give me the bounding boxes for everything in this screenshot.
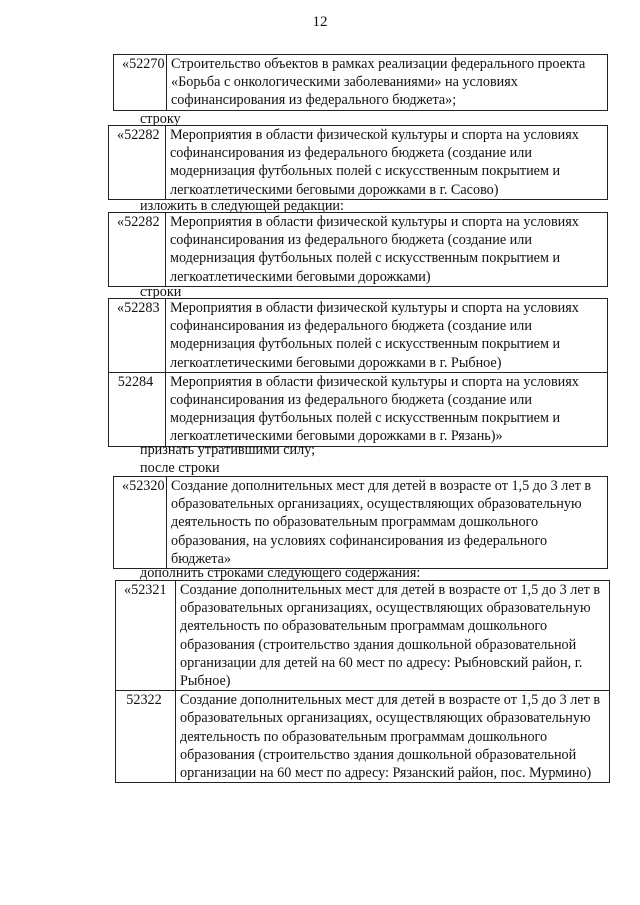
- row-text: Мероприятия в области физической культуры и спорта на условиях софинансирования из федерального бюджета (создание или модернизация футбольных полей с искусственным покрытием и легкоатлетическими беговыми дорожками): [166, 213, 608, 287]
- row-text: Мероприятия в области физической культуры и спорта на условиях софинансирования из федерального бюджета (создание или модернизация футбольных полей с искусственным покрытием и легкоатлетическими беговыми дорожками в г. Рыбное): [166, 299, 608, 373]
- instruction-line: строки: [140, 284, 182, 300]
- table-row: [116, 691, 610, 783]
- amendment-table-52282-old: [108, 125, 608, 200]
- row-text: Создание дополнительных мест для детей в возрасте от 1,5 до 3 лет в образовательных организациях, осуществляющих образовательную деятельность по образовательным программам дошкольного образования (строительство здания дошкольной образовательной организации на 60 мест по адресу: Рязанский район, пос. Мурмино): [176, 691, 610, 783]
- amendment-table-52282-new: [108, 212, 608, 287]
- row-text: Мероприятия в области физической культуры и спорта на условиях софинансирования из федерального бюджета (создание или модернизация футбольных полей с искусственным покрытием и легкоатлетическими беговыми дорожками в г. Сасово): [166, 126, 608, 200]
- instruction-line: строку: [140, 111, 181, 127]
- table-row: [109, 372, 608, 446]
- table-row: [114, 55, 608, 111]
- row-code: «52270: [114, 55, 167, 111]
- row-text: Создание дополнительных мест для детей в возрасте от 1,5 до 3 лет в образовательных организациях, осуществляющих образовательную деятельность по образовательным программам дошкольного образования (строительство здания дошкольной образовательной организации для детей на 60 мест по адресу: Рыбновский район, г. Рыбное): [176, 581, 610, 691]
- amendment-table-52283-52284: [108, 298, 608, 447]
- table-row: [109, 213, 608, 287]
- table-row: [116, 581, 610, 691]
- amendment-table-52321-52322: [115, 580, 610, 783]
- table-row: [109, 126, 608, 200]
- page-number: 12: [312, 14, 328, 30]
- row-code: «52320: [114, 477, 167, 569]
- amendment-table-52270: [113, 54, 608, 111]
- row-code: 52284: [109, 372, 166, 446]
- table-row: [109, 299, 608, 373]
- row-text: Создание дополнительных мест для детей в возрасте от 1,5 до 3 лет в образовательных организациях, осуществляющих образовательную деятельность по образовательным программам дошкольного образования, на условиях софинансирования из федерального бюджета»: [167, 477, 608, 569]
- row-code: «52282: [109, 213, 166, 287]
- row-text: Строительство объектов в рамках реализации федерального проекта «Борьба с онкологическими заболеваниями» на условиях софинансирования из федерального бюджета»;: [167, 55, 608, 111]
- instruction-line: признать утратившими силу;: [140, 442, 316, 458]
- table-row: [114, 477, 608, 569]
- instruction-line: после строки: [140, 460, 220, 476]
- instruction-line: дополнить строками следующего содержания:: [140, 565, 421, 581]
- row-code: 52322: [116, 691, 176, 783]
- amendment-table-52320: [113, 476, 608, 569]
- row-code: «52283: [109, 299, 166, 373]
- row-text: Мероприятия в области физической культуры и спорта на условиях софинансирования из федерального бюджета (создание или модернизация футбольных полей с искусственным покрытием и легкоатлетическими беговыми дорожками в г. Рязань)»: [166, 372, 608, 446]
- row-code: «52321: [116, 581, 176, 691]
- row-code: «52282: [109, 126, 166, 200]
- instruction-line: изложить в следующей редакции:: [140, 198, 344, 214]
